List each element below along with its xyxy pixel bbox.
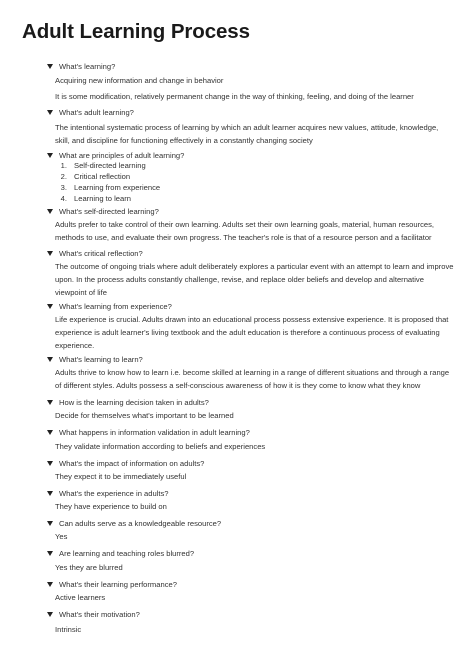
triangle-down-icon[interactable] [47,304,53,309]
toggle-answer: They have experience to build on [55,502,167,511]
list-number: 4. [60,194,67,203]
numbered-list-item [55,193,455,204]
toggle-question-text: What's the impact of information on adults? [59,459,205,468]
toggle-question[interactable] [47,353,143,366]
toggle-question-text: What happens in information validation in adult learning? [59,428,250,437]
toggle-question-text: What are principles of adult learning? [59,151,185,160]
toggle-question-text: What's critical reflection? [59,249,143,258]
toggle-question[interactable] [47,578,177,591]
list-number: 1. [60,161,67,170]
triangle-down-icon[interactable] [47,430,53,435]
toggle-question-text: What's the experience in adults? [59,489,169,498]
toggle-question[interactable] [47,487,169,500]
toggle-question[interactable] [47,517,221,530]
toggle-answer: Adults thrive to know how to learn i.e. become skilled at learning in a range of different situations and through a range of different styles. Adults possess a self-conscious awareness of how it is they come to know what they know [55,368,450,390]
toggle-question-text: What's learning from experience? [59,302,172,311]
triangle-down-icon[interactable] [47,521,53,526]
toggle-answer: Active learners [55,593,106,602]
list-number: 2. [60,172,67,181]
toggle-question[interactable] [47,60,115,73]
toggle-answer: The outcome of ongoing trials where adult deliberately explores a particular event with an attempt to learn and improve upon. In the process adults constantly challenge, revise, and replace older beliefs and develop and alternative viewpoint of life [55,262,454,297]
toggle-question[interactable] [47,426,250,439]
toggle-question[interactable] [47,205,159,218]
list-item-text: Self-directed learning [74,161,146,170]
list-item-text: Learning from experience [74,183,161,192]
toggle-answer: Adults prefer to take control of their own learning. Adults set their own learning goals, material, human resources, methods to use, and evaluate their own progress. The teacher's role is that of a resource person and a facilitator [55,220,435,242]
list-number: 3. [60,183,67,192]
triangle-down-icon[interactable] [47,491,53,496]
toggle-question[interactable] [47,457,204,470]
toggle-question-text: What's adult learning? [59,108,134,117]
triangle-down-icon[interactable] [47,582,53,587]
toggle-question[interactable] [47,106,134,119]
toggle-question-text: What's their learning performance? [59,580,177,589]
triangle-down-icon[interactable] [47,153,53,158]
toggle-answer: Decide for themselves what's important to be learned [55,411,234,420]
list-item-text: Critical reflection [74,172,131,181]
toggle-answer: Acquiring new information and change in behavior [55,76,224,85]
toggle-question-text: Are learning and teaching roles blurred? [59,549,195,558]
toggle-question[interactable] [47,396,209,409]
toggle-answer: They validate information according to beliefs and experiences [55,442,266,451]
toggle-answer: It is some modification, relatively permanent change in the way of thinking, feeling, and doing of the learner [55,92,414,101]
toggle-question[interactable] [47,300,172,313]
list-item-text: Learning to learn [74,194,131,203]
toggle-answer: Intrinsic [55,625,82,634]
toggle-question-text: Can adults serve as a knowledgeable resource? [59,519,222,528]
toggle-question-text: What's learning? [59,62,116,71]
triangle-down-icon[interactable] [47,551,53,556]
numbered-list-item [55,182,455,193]
triangle-down-icon[interactable] [47,612,53,617]
triangle-down-icon[interactable] [47,461,53,466]
toggle-question-text: How is the learning decision taken in adults? [59,398,209,407]
toggle-question-text: What's self-directed learning? [59,207,159,216]
triangle-down-icon[interactable] [47,251,53,256]
toggle-answer: Life experience is crucial. Adults drawn into an educational process possess extensive experience. It is proposed that experience is adult learner's living textbook and the adult education is therefore a continuous process of evaluating experience. [55,315,449,350]
numbered-list-item [55,160,455,171]
toggle-question[interactable] [47,608,140,621]
page-title: Adult Learning Process [22,20,250,43]
triangle-down-icon[interactable] [47,110,53,115]
toggle-question-text: What's their motivation? [59,610,140,619]
toggle-answer: Yes [55,532,68,541]
toggle-question-text: What's learning to learn? [59,355,143,364]
triangle-down-icon[interactable] [47,209,53,214]
triangle-down-icon[interactable] [47,400,53,405]
triangle-down-icon[interactable] [47,64,53,69]
toggle-question[interactable] [47,247,143,260]
toggle-answer: Yes they are blurred [55,563,123,572]
toggle-answer: The intentional systematic process of learning by which an adult learner acquires new values, attitude, knowledge, skill, and discipline for functioning effectively in a constantly changing society [55,123,439,145]
triangle-down-icon[interactable] [47,357,53,362]
toggle-answer: They expect it to be immediately useful [55,472,187,481]
numbered-list-item [55,171,455,182]
numbered-list [55,160,455,204]
toggle-question[interactable] [47,547,194,560]
